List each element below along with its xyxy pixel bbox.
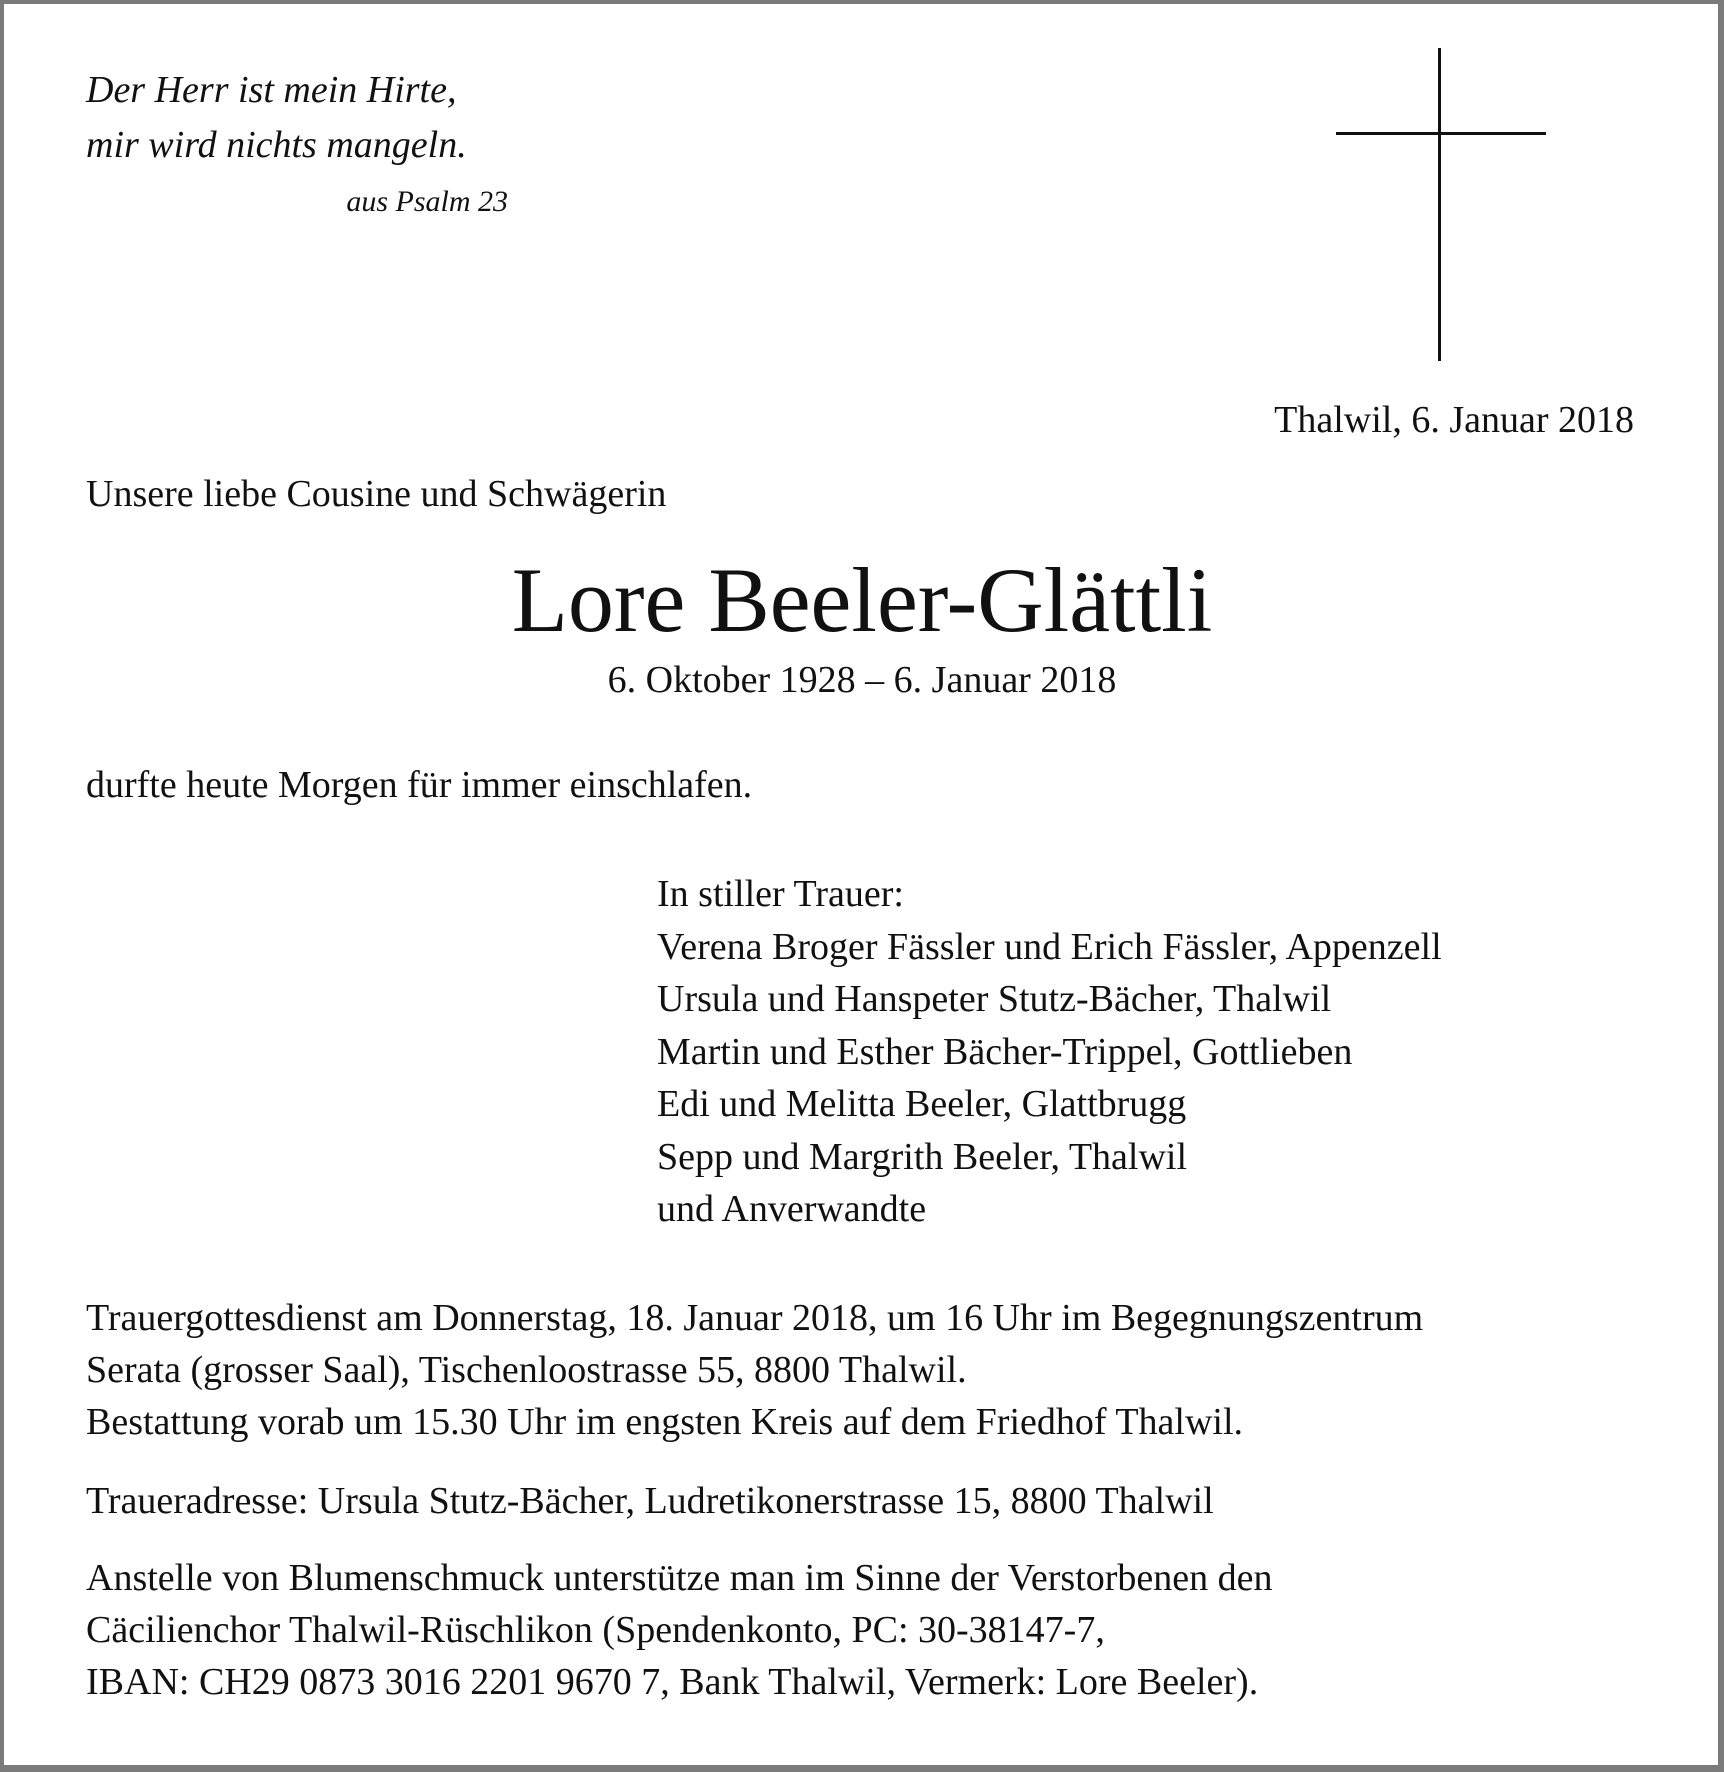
mourner-name: Sepp und Margrith Beeler, Thalwil bbox=[657, 1135, 1188, 1178]
psalm-line-2: mir wird nichts mangeln. bbox=[86, 124, 467, 166]
mourners-heading: In stiller Trauer: bbox=[657, 873, 904, 915]
mourner-name: Ursula und Hanspeter Stutz-Bächer, Thalwil bbox=[657, 978, 1332, 1020]
cross-horizontal-bar bbox=[1336, 132, 1546, 135]
donation-line: Anstelle von Blumenschmuck unterstütze man im Sinne der Verstorbenen den bbox=[86, 1557, 1273, 1599]
deceased-name: Lore Beeler-Glättli bbox=[511, 549, 1213, 651]
psalm-line-1: Der Herr ist mein Hirte, bbox=[86, 69, 457, 111]
passed-away-text: durfte heute Morgen für immer einschlafen. bbox=[86, 764, 753, 806]
donation-line: IBAN: CH29 0873 3016 2201 9670 7, Bank Thalwil, Vermerk: Lore Beeler). bbox=[86, 1661, 1259, 1703]
mourner-name: Verena Broger Fässler und Erich Fässler, Appenzell bbox=[657, 925, 1442, 968]
mourners-block bbox=[657, 868, 1442, 1236]
place-date: Thalwil, 6. Januar 2018 bbox=[1274, 399, 1634, 441]
service-line: Bestattung vorab um 15.30 Uhr im engsten Kreis auf dem Friedhof Thalwil. bbox=[86, 1401, 1244, 1443]
mourner-name: und Anverwandte bbox=[657, 1188, 927, 1230]
service-info bbox=[86, 1292, 1423, 1448]
psalm-reference: aus Psalm 23 bbox=[346, 185, 508, 218]
intro-text: Unsere liebe Cousine und Schwägerin bbox=[86, 473, 667, 515]
donation-line: Cäcilienchor Thalwil-Rüschlikon (Spendenkonto, PC: 30-38147-7, bbox=[86, 1609, 1105, 1651]
mourner-name: Martin und Esther Bächer-Trippel, Gottlieben bbox=[657, 1030, 1353, 1073]
lifespan-dates: 6. Oktober 1928 – 6. Januar 2018 bbox=[607, 659, 1117, 701]
donation-info bbox=[86, 1552, 1273, 1708]
service-line: Serata (grosser Saal), Tischenloostrasse 55, 8800 Thalwil. bbox=[86, 1349, 967, 1391]
mourner-name: Edi und Melitta Beeler, Glattbrugg bbox=[657, 1083, 1187, 1125]
mourning-address: Traueradresse: Ursula Stutz-Bächer, Ludretikonerstrasse 15, 8800 Thalwil bbox=[86, 1480, 1214, 1522]
service-line: Trauergottesdienst am Donnerstag, 18. Januar 2018, um 16 Uhr im Begegnungszentrum bbox=[86, 1297, 1424, 1339]
cross-vertical-bar bbox=[1438, 48, 1441, 361]
